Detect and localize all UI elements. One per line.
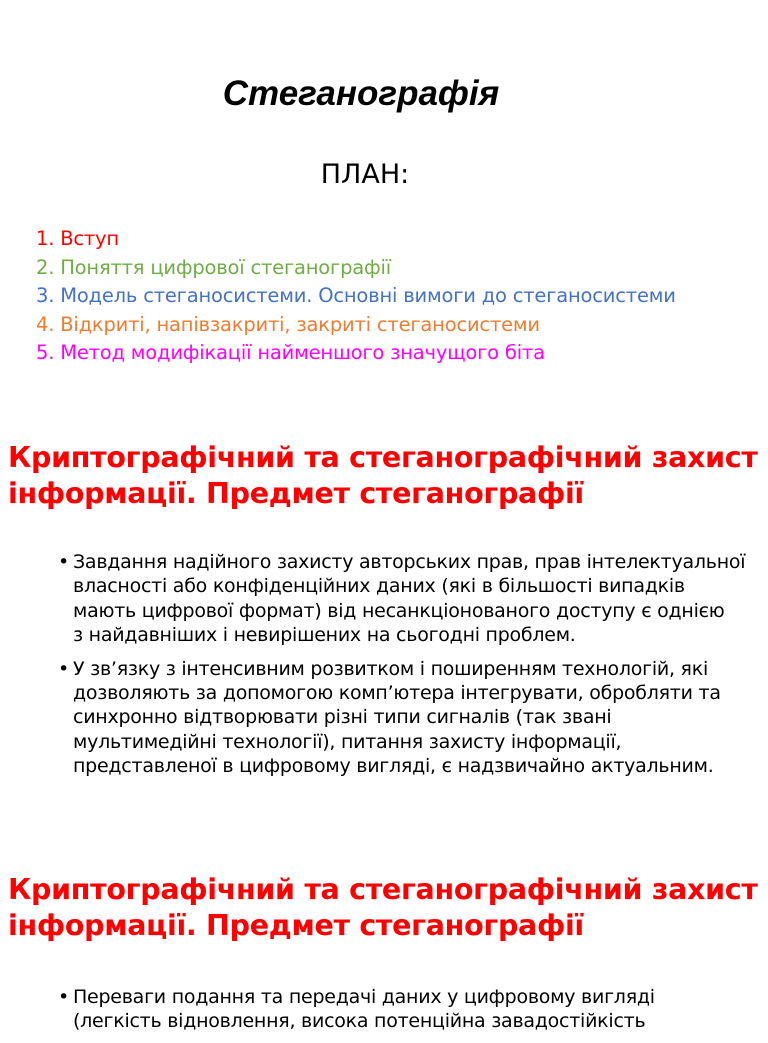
bullet-line: синхронно відтворювати різні типи сигналів (так звані: [73, 706, 612, 729]
bullet-line: Завдання надійного захисту авторських прав, прав інтелектуальної: [73, 551, 746, 573]
bullet-line: представленої в цифровому вигляді, є надзвичайно актуальним.: [73, 755, 714, 778]
bullet-line: У зв’язку з інтенсивним розвитком і поширенням технологій, які: [73, 657, 708, 680]
bullet-marker: •: [58, 657, 69, 680]
bullet-line: мають цифрової формат) від несанкціонованого доступу є однією: [73, 599, 725, 622]
section-heading: [8, 872, 758, 944]
slide-title: Стеганографія: [222, 74, 500, 113]
section-heading-line: інформації. Предмет стеганографії: [8, 909, 584, 942]
section-heading: [8, 440, 758, 512]
plan-list: [36, 225, 676, 368]
bullet-marker: •: [58, 986, 69, 1008]
bullet-list: [58, 985, 758, 1043]
bullet-line: (легкість відновлення, висока потенційна завадостійкість: [73, 1010, 646, 1033]
bullet-line: дозволяють за допомогою комп’ютера інтегрувати, обробляти та: [73, 682, 721, 705]
bullet-list: [58, 550, 758, 788]
plan-item: 4. Відкриті, напівзакриті, закриті стеганосистеми: [36, 312, 540, 336]
bullet-marker: •: [58, 551, 69, 573]
bullet-item: [58, 657, 758, 779]
bullet-item: [58, 550, 758, 648]
bullet-line: Переваги подання та передачі даних у цифровому вигляді: [73, 986, 655, 1008]
plan-item: 1. Вступ: [36, 227, 119, 250]
bullet-item: [58, 985, 758, 1034]
section-heading-line: Криптографічний та стеганографічний захист: [8, 441, 758, 474]
section-heading-line: Криптографічний та стеганографічний захист: [8, 873, 758, 906]
plan-heading: ПЛАН:: [320, 159, 410, 190]
section-heading-line: інформації. Предмет стеганографії: [8, 477, 584, 510]
plan-item: 2. Поняття цифрової стеганографії: [36, 255, 391, 279]
bullet-line: мультимедійні технології), питання захисту інформації,: [73, 730, 622, 753]
bullet-line: власності або конфіденційних даних (які в більшості випадків: [73, 575, 685, 598]
plan-item: 3. Модель стеганосистеми. Основні вимоги до стеганосистеми: [36, 284, 676, 307]
plan-item: 5. Метод модифікації найменшого значущого біта: [36, 341, 545, 364]
bullet-line: з найдавніших і невирішених на сьогодні проблем.: [73, 624, 576, 647]
